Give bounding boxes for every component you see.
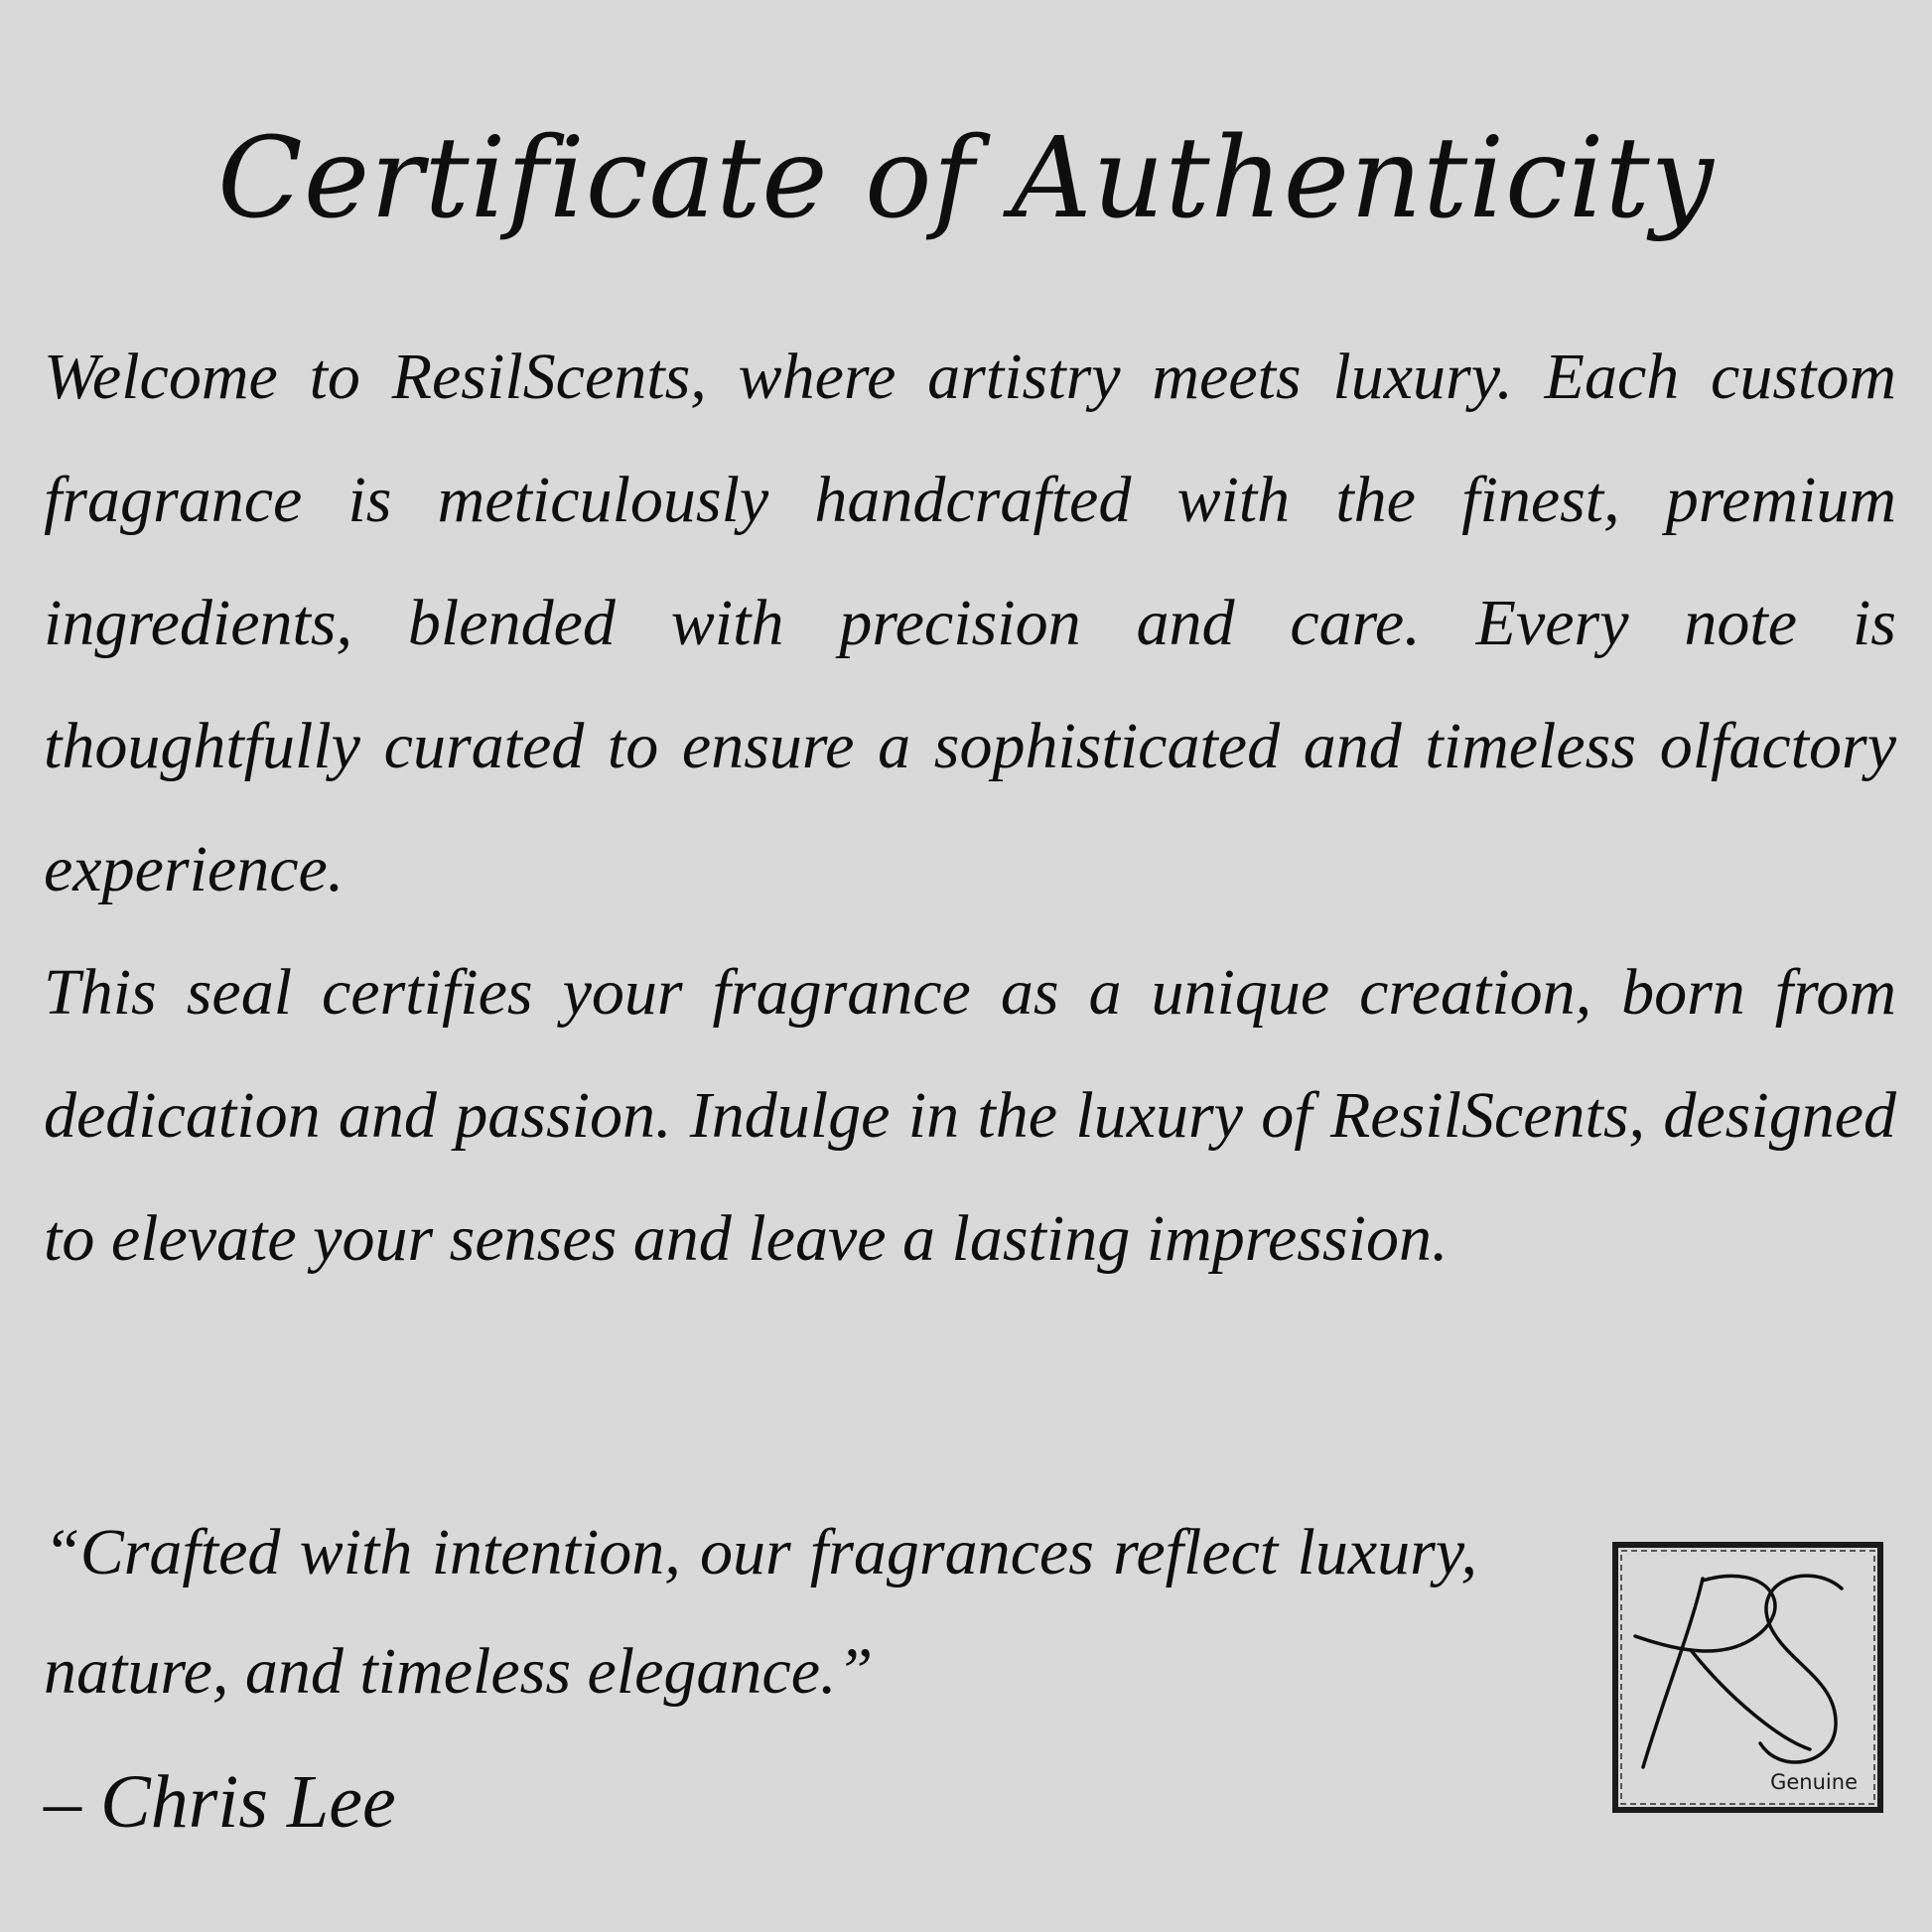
founder-quote: “Crafted with intention, our fragrances reflect luxury, nature, and timeless elegance.”: [44, 1516, 1477, 1708]
seal-paragraph: This seal certifies your fragrance as a unique creation, born from dedication and passion. Indulge in the luxury of ResilScents, designed to elevate your senses and leave a lasting impression.: [44, 956, 1896, 1275]
certificate-title: Certificate of Authenticity: [217, 114, 1715, 243]
certificate-body: [44, 316, 1896, 1301]
intro-paragraph: Welcome to ResilScents, where artistry meets luxury. Each custom fragrance is meticulously handcrafted with the finest, premium ingredients, blended with precision and care. Every note is thoughtfully curated to ensure a sophisticated and timeless olfactory experience.: [44, 341, 1896, 905]
quote-attribution: – Chris Lee: [44, 1760, 396, 1844]
genuine-seal: [1611, 1541, 1884, 1814]
seal-genuine-label: Genuine: [1770, 1770, 1858, 1794]
seal-frame-inner: [1621, 1551, 1874, 1804]
rs-monogram-mark: [1635, 1576, 1842, 1767]
